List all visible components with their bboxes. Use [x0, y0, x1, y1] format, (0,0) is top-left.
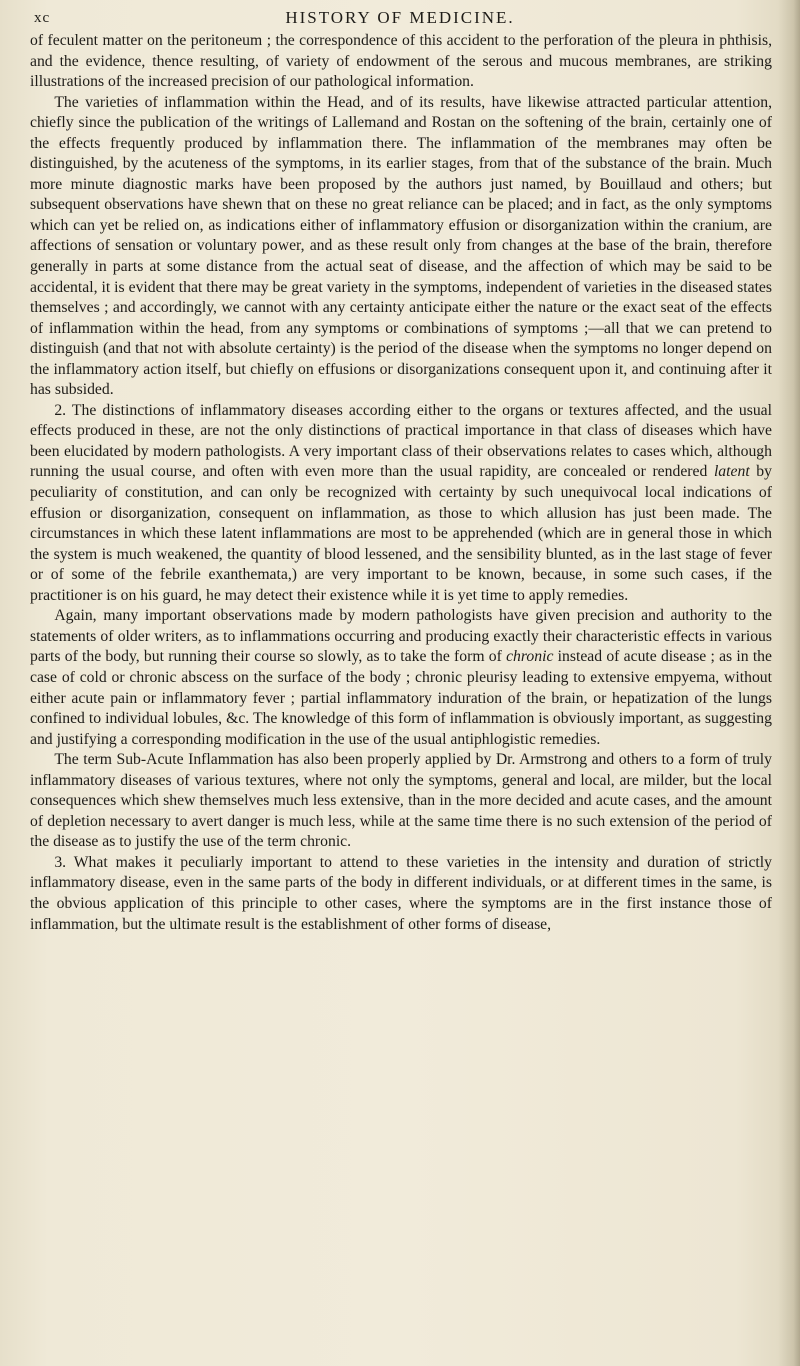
paragraph-chronic-inflammation [30, 606, 772, 750]
text-segment: of feculent matter on the peritoneum ; the correspondence of this accident to the perforation of the pleura in phthisis, and the evidence, thence resulting, of variety of endowment of the serous and mucous membranes, are striking illustrations of the increased precision of our pathological information. [30, 32, 772, 91]
page-number: xc [34, 10, 51, 26]
text-segment: instead of acute disease ; as in the case of cold or chronic abscess on the surface of the body ; chronic pleurisy leading to extensive empyema, without either acute pain or inflammatory fever ; partial inflammatory induration of the brain, or hepatization of the lungs confined to individual lobules, &c. The knowledge of this form of inflammation is obviously important, as suggesting and justifying a corresponding modification in the use of the usual antiphlogistic remedies. [30, 648, 772, 748]
paragraph-head-inflammation [30, 93, 772, 401]
paragraph-latent-inflammation [30, 401, 772, 606]
text-segment: The term Sub-Acute Inflammation has also been properly applied by Dr. Armstrong and others to a form of truly inflammatory diseases of various textures, where not only the symptoms, general and local, are milder, but the local consequences which shew themselves much less extensive, than in the more decided and acute cases, and the amount of depletion necessary to avert danger is much less, while at the same time there is no such extension of the period of the disease as to justify the use of the term chronic. [30, 751, 772, 851]
emphasis-text: latent [713, 463, 750, 481]
text-segment: Again, many important observations made by modern pathologists have given precision and authority to the statements of older writers, as to inflammations occurring and producing exactly their characteristic effects in various parts of the body, but running their course so slowly, as to take the form of [30, 607, 772, 666]
text-segment: by peculiarity of constitution, and can only be recognized with certainty by such unequivocal local indications of effusion or disorganization, consequent on inflammation, as those to which allusion has just been made. The circumstances in which these latent inflammations are most to be apprehended (which are in general those in which the system is much weakened, the quantity of blood lessened, and the sensibility blunted, as in the last stage of fever or of some of the febrile exanthemata,) are very important to be known, because, in some such cases, if the practitioner is on his guard, he may detect their existence while it is yet time to apply remedies. [30, 463, 772, 604]
paragraph-continued [30, 31, 772, 93]
text-segment: The varieties of inflammation within the Head, and of its results, have likewise attracted particular attention, chiefly since the publication of the writings of Lallemand and Rostan on the softening of the brain, certainly one of the effects frequently produced by inflammation there. The inflammation of the membranes may often be distinguished, by the acuteness of the symptoms, in its earlier stages, from that of the substance of the brain. Much more minute diagnostic marks have been proposed by the authors just named, by Bouillaud and others; but subsequent observations have shewn that on these no great reliance can be placed; and in fact, as the only symptoms which can yet be relied on, as indications either of inflammatory effusion or disorganization within the cranium, are affections of sensation or voluntary power, and as these result only from changes at the base of the brain, therefore generally in parts at some distance from the actual seat of disease, and the affection of which may be said to be accidental, it is evident that there may be great variety in the symptoms, independent of varieties in the diseased states themselves ; and accordingly, we cannot with any certainty anticipate either the nature or the exact seat of the effects of inflammation within the head, from any symptoms or combinations of symptoms ;—all that we can pretend to distinguish (and that not with absolute certainty) is the period of the disease when the symptoms no longer depend on the inflammatory action itself, but chiefly on effusions or disorganizations consequent upon it, and continuing after it has subsided. [30, 93, 772, 399]
emphasis-text: chronic [506, 648, 554, 666]
paragraph-intensity-duration [30, 853, 772, 935]
running-title: HISTORY OF MEDICINE. [285, 8, 515, 27]
running-head [0, 6, 800, 30]
paragraph-sub-acute [30, 750, 772, 853]
text-segment: 3. What makes it peculiarly important to attend to these varieties in the intensity and duration of strictly inflammatory disease, even in the same parts of the body in different individuals, or at different times in the same, is the obvious application of this principle to other cases, where the symptoms are in the first instance those of inflammation, but the ultimate result is the establishment of other forms of disease, [30, 853, 772, 933]
text-body [30, 31, 772, 935]
page-edge-shadow [778, 0, 800, 1366]
text-segment: 2. The distinctions of inflammatory diseases according either to the organs or textures affected, and the usual effects produced in these, are not the only distinctions of practical importance in that class of diseases which have been elucidated by modern pathologists. A very important class of their observations relates to cases which, although running the usual course, and often with even more than the usual rapidity, are concealed or rendered [30, 401, 772, 481]
